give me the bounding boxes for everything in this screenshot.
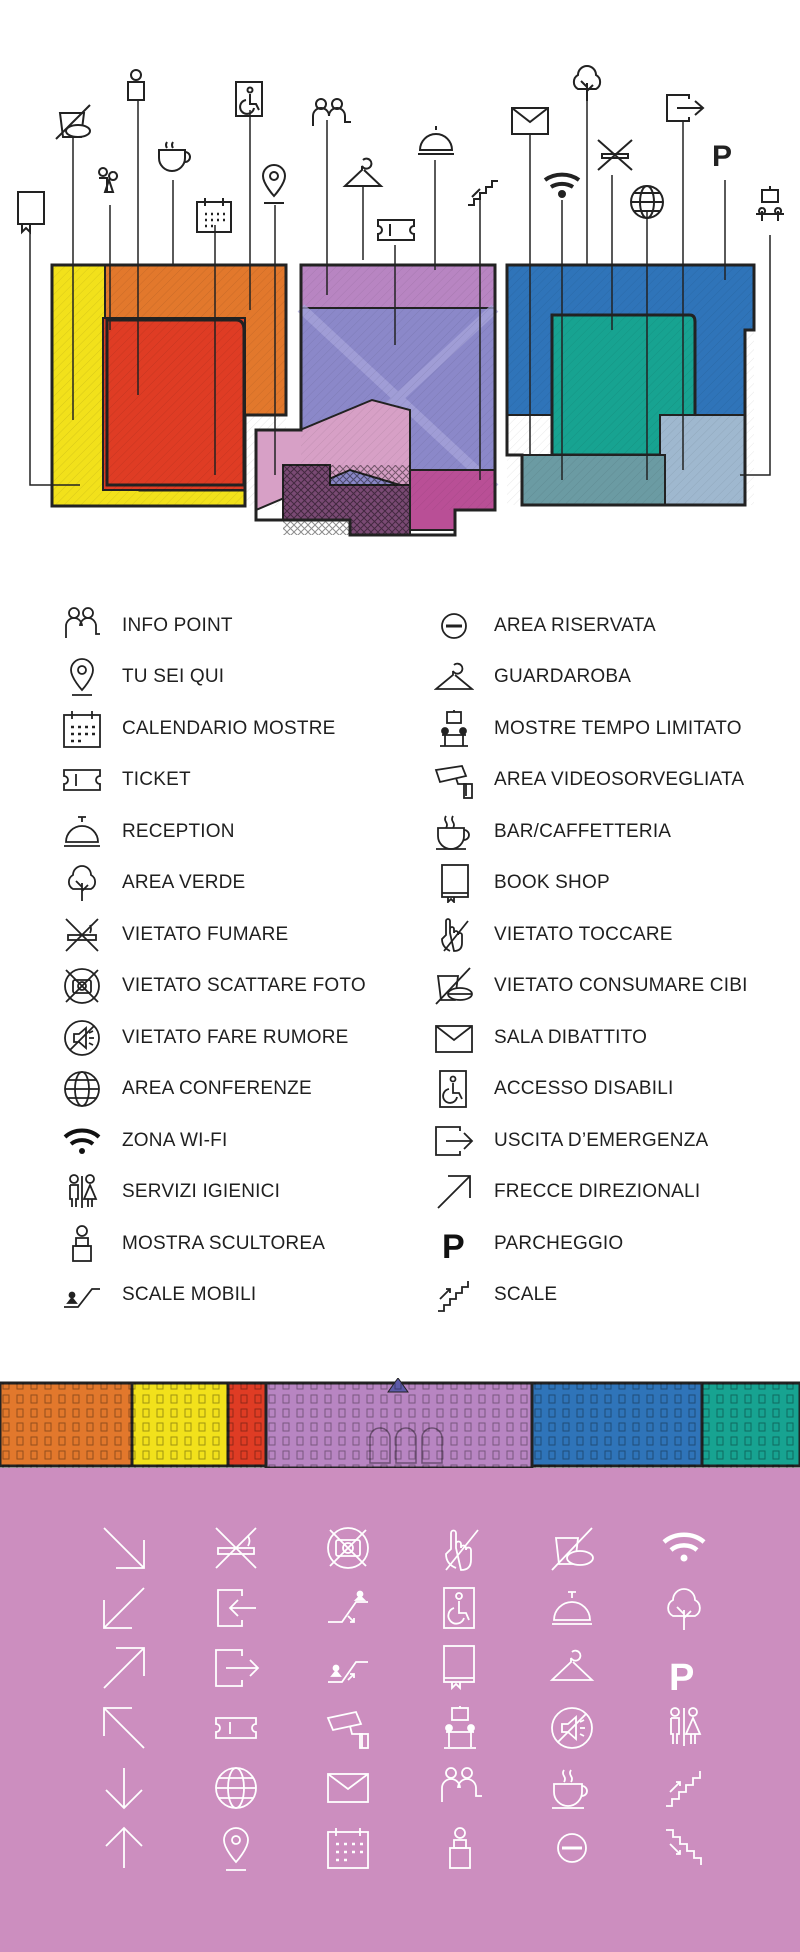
parking-icon: P: [669, 1657, 695, 1699]
envelope-icon: [328, 1774, 368, 1802]
legend-label: VIETATO TOCCARE: [494, 923, 673, 945]
calendar-icon: [60, 707, 104, 751]
stairs-icon: [468, 181, 498, 205]
restroom-icon: [99, 168, 117, 192]
legend-label: SALA DIBATTITO: [494, 1026, 648, 1048]
reception-bell-icon: [418, 126, 454, 154]
cctv-icon: [328, 1712, 368, 1748]
legend-label: AREA VIDEOSORVEGLIATA: [494, 769, 745, 791]
legend-label: MOSTRA SCULTOREA: [122, 1232, 326, 1254]
accessible-icon: [444, 1588, 474, 1628]
hanger-icon: [345, 159, 381, 186]
book-icon: [432, 861, 476, 905]
legend-label: GUARDAROBA: [494, 666, 632, 688]
globe-icon: [216, 1768, 256, 1808]
cctv-icon: [432, 758, 476, 802]
no-smoking-icon: [216, 1528, 256, 1568]
coffee-cup-icon: [159, 142, 190, 171]
legend-item: [432, 858, 800, 910]
legend-item: [432, 755, 800, 807]
legend-item: [60, 652, 460, 704]
legend-item: [60, 703, 460, 755]
no-touch-icon: [432, 913, 476, 957]
legend: [0, 600, 800, 1320]
accessible-icon: [432, 1067, 476, 1111]
legend-label: MOSTRE TEMPO LIMITATO: [494, 717, 742, 739]
right-building: [507, 265, 754, 505]
info-point-icon: [60, 604, 104, 648]
legend-item: [432, 1012, 800, 1064]
legend-left-column: [60, 600, 460, 1321]
legend-label: TICKET: [122, 769, 191, 791]
floor-map: [0, 0, 800, 560]
stairs-icon: [666, 1771, 700, 1806]
legend-label: VIETATO FUMARE: [122, 923, 289, 945]
no-photo-icon: [328, 1528, 368, 1568]
limited-exhibit-icon: [432, 707, 476, 751]
legend-item: [60, 858, 460, 910]
calendar-icon: [197, 198, 231, 232]
legend-item: [432, 909, 800, 961]
legend-item: [60, 1167, 460, 1219]
legend-label: TU SEI QUI: [122, 666, 225, 688]
restricted-area-icon: [432, 604, 476, 648]
legend-item: [60, 961, 460, 1013]
sculpture-icon: [128, 70, 144, 100]
no-food-icon: [552, 1528, 593, 1570]
legend-label: BAR/CAFFETTERIA: [494, 820, 672, 842]
you-are-here-icon: [60, 655, 104, 699]
legend-label: VIETATO SCATTARE FOTO: [122, 975, 366, 997]
restroom-icon: [60, 1170, 104, 1214]
legend-item: [60, 755, 460, 807]
legend-label: AREA CONFERENZE: [122, 1078, 312, 1100]
escalator-down-icon: [328, 1592, 368, 1623]
coffee-cup-icon: [552, 1770, 587, 1808]
legend-item: [432, 1270, 800, 1322]
stairs-icon: [432, 1273, 476, 1317]
accessible-icon: [236, 82, 262, 116]
legend-label: CALENDARIO MOSTRE: [122, 717, 336, 739]
hanger-icon: [552, 1651, 592, 1680]
legend-label: SCALE: [494, 1284, 558, 1306]
stairs-down-icon: [666, 1830, 701, 1865]
info-point-icon: [442, 1768, 482, 1802]
legend-label: VIETATO CONSUMARE CIBI: [494, 975, 748, 997]
parking-icon: [432, 1222, 476, 1266]
limited-exhibit-icon: [756, 186, 784, 221]
exit-icon: [432, 1119, 476, 1163]
legend-item: [432, 652, 800, 704]
no-noise-icon: [60, 1016, 104, 1060]
legend-item: [60, 1012, 460, 1064]
escalator-up-icon: [328, 1662, 368, 1682]
entrance-icon: [218, 1590, 256, 1626]
legend-label: INFO POINT: [122, 614, 233, 636]
legend-label: SERVIZI IGIENICI: [122, 1181, 281, 1203]
legend-item: [432, 806, 800, 858]
svg-text:P: P: [442, 1227, 465, 1264]
you-are-here-icon: [224, 1828, 248, 1870]
wifi-icon: [60, 1119, 104, 1163]
hanger-icon: [432, 655, 476, 699]
no-food-icon: [56, 105, 90, 139]
reception-bell-icon: [552, 1592, 592, 1624]
ticket-icon: [216, 1718, 256, 1738]
legend-label: ZONA WI-FI: [122, 1129, 228, 1151]
legend-label: BOOK SHOP: [494, 872, 610, 894]
no-noise-icon: [552, 1708, 592, 1748]
info-point-icon: [313, 99, 351, 126]
center-building: [256, 265, 495, 535]
legend-right-column: [432, 600, 800, 1321]
no-smoking-icon: [60, 913, 104, 957]
facade-strip: [0, 1378, 800, 1470]
limited-exhibit-icon: [444, 1706, 476, 1748]
arrow-icon: [432, 1170, 476, 1214]
wifi-icon: [664, 1535, 704, 1562]
tree-icon: [60, 861, 104, 905]
arrow-down-right-icon: [104, 1528, 144, 1568]
sculpture-icon: [60, 1222, 104, 1266]
legend-label: SCALE MOBILI: [122, 1284, 257, 1306]
globe-icon: [60, 1067, 104, 1111]
envelope-icon: [432, 1016, 476, 1060]
legend-item: [432, 1064, 800, 1116]
arrow-up-icon: [106, 1828, 142, 1868]
legend-label: FRECCE DIREZIONALI: [494, 1181, 701, 1203]
no-food-icon: [432, 964, 476, 1008]
legend-item: [432, 1167, 800, 1219]
icon-grid-panel: [0, 1468, 800, 1952]
map-icons: [18, 66, 784, 240]
ticket-icon: [60, 758, 104, 802]
legend-item: [432, 703, 800, 755]
wifi-icon: [545, 175, 579, 197]
coffee-cup-icon: [432, 810, 476, 854]
legend-item: [432, 600, 800, 652]
legend-label: AREA RISERVATA: [494, 614, 656, 636]
legend-label: ACCESSO DISABILI: [494, 1078, 674, 1100]
legend-item: [60, 600, 460, 652]
legend-label: PARCHEGGIO: [494, 1232, 624, 1254]
arrow-up-left-icon: [104, 1708, 144, 1748]
tree-icon: [574, 66, 600, 101]
no-touch-icon: [446, 1530, 478, 1570]
legend-item: [432, 1218, 800, 1270]
parking-label: P: [712, 140, 733, 173]
exit-icon: [216, 1650, 258, 1686]
you-are-here-icon: [263, 165, 285, 203]
restricted-area-icon: [558, 1834, 586, 1862]
legend-item: [432, 1115, 800, 1167]
legend-item: [60, 1064, 460, 1116]
no-smoking-icon: [598, 140, 632, 170]
arrow-up-right-icon: [104, 1648, 144, 1688]
ticket-icon: [378, 220, 414, 240]
no-photo-icon: [60, 964, 104, 1008]
legend-item: [60, 1218, 460, 1270]
icon-grid: [96, 1518, 716, 1908]
reception-bell-icon: [60, 810, 104, 854]
left-building: [52, 265, 286, 506]
legend-item: [60, 806, 460, 858]
legend-item: [60, 909, 460, 961]
envelope-icon: [512, 108, 548, 134]
calendar-icon: [328, 1828, 368, 1868]
restroom-icon: [671, 1708, 700, 1746]
book-icon: [18, 192, 44, 232]
legend-item: [60, 1115, 460, 1167]
legend-item: [60, 1270, 460, 1322]
legend-label: AREA VERDE: [122, 872, 246, 894]
sculpture-icon: [450, 1828, 470, 1868]
book-icon: [444, 1646, 474, 1688]
legend-label: VIETATO FARE RUMORE: [122, 1026, 349, 1048]
arrow-down-icon: [106, 1768, 142, 1808]
arrow-down-left-icon: [104, 1588, 144, 1628]
escalator-icon: [60, 1273, 104, 1317]
legend-label: USCITA D’EMERGENZA: [494, 1129, 709, 1151]
legend-label: RECEPTION: [122, 820, 235, 842]
tree-icon: [668, 1589, 700, 1630]
legend-item: [432, 961, 800, 1013]
exit-icon: [667, 95, 703, 121]
